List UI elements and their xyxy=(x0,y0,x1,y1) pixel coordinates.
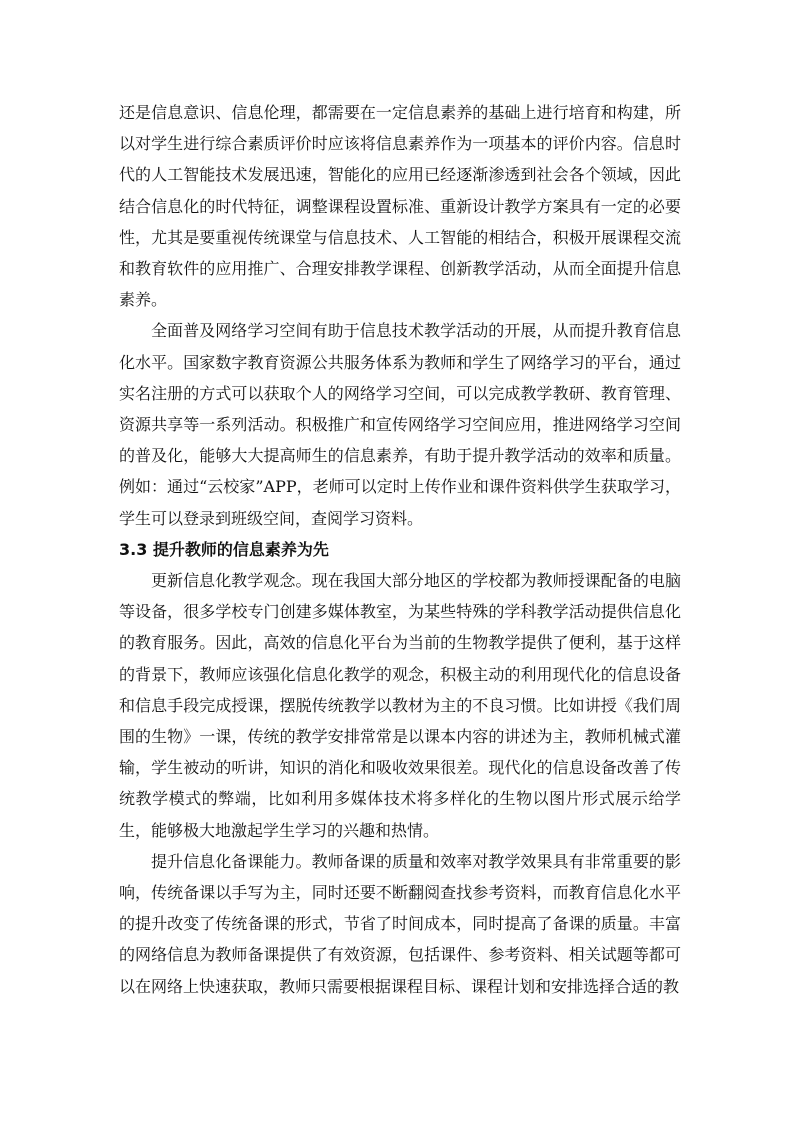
document-body xyxy=(119,97,681,1002)
paragraph-lesson-preparation: 提升信息化备课能力。教师备课的质量和效率对教学效果具有非常重要的影响，传统备课以手写为主，同时还要不断翻阅查找参考资料，而教育信息化水平的提升改变了传统备课的形式，节省了时间成本，同时提高了备课的质量。丰富的网络信息为教师备课提供了有效资源，包括课件、参考资料、相关试题等都可以在网络上快速获取，教师只需要根据课程目标、课程计划和安排选择合适的教 xyxy=(119,851,681,996)
paragraph-network-learning-space: 全面普及网络学习空间有助于信息技术教学活动的开展，从而提升教育信息化水平。国家数字教育资源公共服务体系为教师和学生了网络学习的平台，通过实名注册的方式可以获取个人的网络学习空间，可以完成教学教研、教育管理、资源共享等一系列活动。积极推广和宣传网络学习空间应用，推进网络学习空间的普及化，能够大大提高师生的信息素养，有助于提升教学活动的效率和质量。例如：通过“云校家”APP，老师可以定时上传作业和课件资料供学生获取学习，学生可以登录到班级空间，查阅学习资料。 xyxy=(119,321,681,528)
paragraph-continuation: 还是信息意识、信息伦理，都需要在一定信息素养的基础上进行培育和构建，所以对学生进行综合素质评价时应该将信息素养作为一项基本的评价内容。信息时代的人工智能技术发展迅速，智能化的应用已经逐渐渗透到社会各个领域，因此结合信息化的时代特征，调整课程设置标准、重新设计教学方案具有一定的必要性，尤其是要重视传统课堂与信息技术、人工智能的相结合，积极开展课程交流和教育软件的应用推广、合理安排教学课程、创新教学活动，从而全面提升信息素养。 xyxy=(119,103,681,310)
section-heading: 3.3 提升教师的信息素养为先 xyxy=(119,539,329,559)
paragraph-update-teaching-concept: 更新信息化教学观念。现在我国大部分地区的学校都为教师授课配备的电脑等设备，很多学校专门创建多媒体教室，为某些特殊的学科教学活动提供信息化的教育服务。因此，高效的信息化平台为当前的生物教学提供了便利，基于这样的背景下，教师应该强化信息化教学的观念，积极主动的利用现代化的信息设备和信息手段完成授课，摆脱传统教学以教材为主的不良习惯。比如讲授《我们周围的生物》一课，传统的教学安排常常是以课本内容的讲述为主，教师机械式灌输，学生被动的听讲，知识的消化和吸收效果很差。现代化的信息设备改善了传统教学模式的弊端，比如利用多媒体技术将多样化的生物以图片形式展示给学生，能够极大地激起学生学习的兴趣和热情。 xyxy=(119,571,681,840)
